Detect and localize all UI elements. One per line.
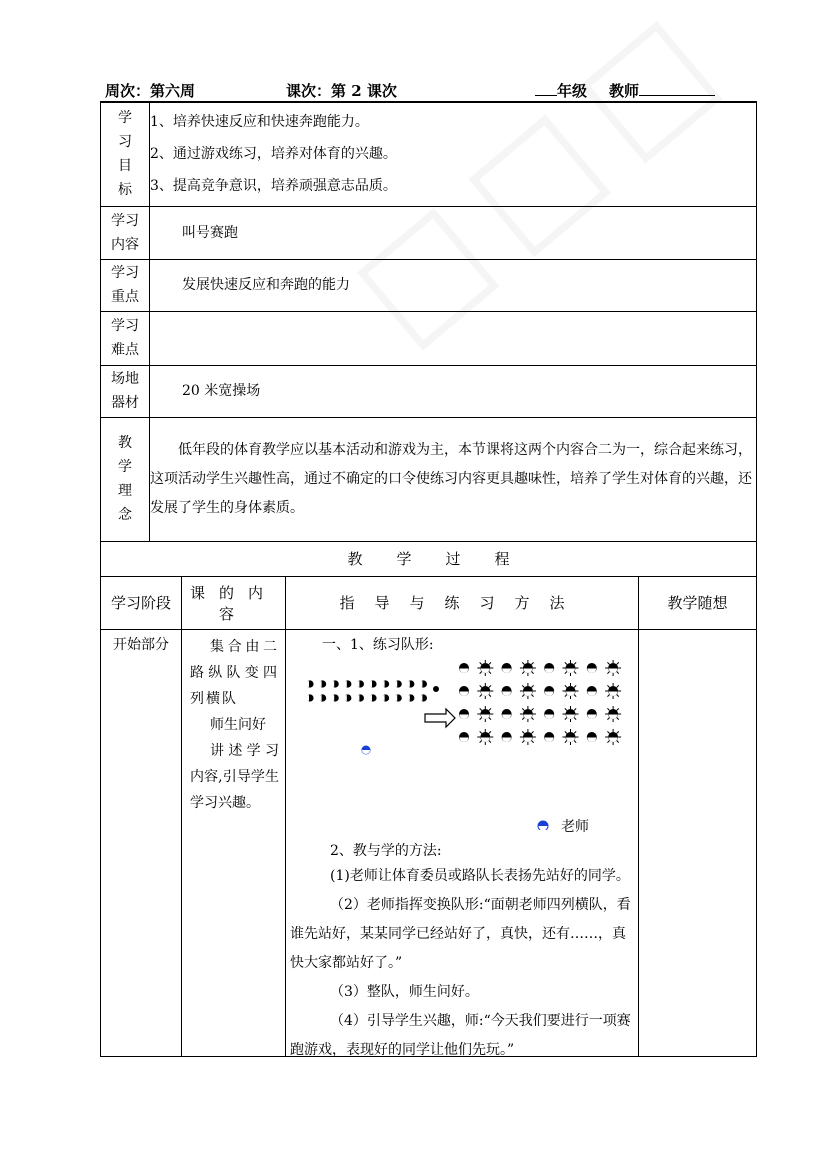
student-icon bbox=[520, 729, 536, 745]
method-cell bbox=[286, 629, 639, 1056]
student-icon bbox=[605, 683, 621, 699]
content-item-2: 师生问好 bbox=[210, 716, 266, 733]
arrow-icon bbox=[425, 709, 455, 727]
student-icon bbox=[520, 660, 536, 676]
student-icon bbox=[382, 680, 390, 687]
difficulty-label: 学习 难点 bbox=[101, 311, 150, 365]
student-icon bbox=[344, 680, 352, 687]
student-icon bbox=[477, 683, 493, 699]
student-icon bbox=[419, 694, 427, 701]
student-icon bbox=[520, 706, 536, 722]
step-4: （4）引导学生兴趣，师:“今天我们要进行一项赛跑游戏，表现好的同学让他们先玩。” bbox=[290, 1012, 631, 1058]
lesson-label: 课次：第 2 课次 bbox=[286, 82, 397, 100]
content-label: 学习 内容 bbox=[101, 206, 150, 259]
student-icon bbox=[319, 694, 327, 701]
student-icon bbox=[605, 660, 621, 676]
student-icon bbox=[605, 706, 621, 722]
difficulty-value bbox=[150, 311, 757, 365]
goals-label: 学 习 目 标 bbox=[101, 102, 150, 206]
student-icon bbox=[319, 680, 327, 687]
student-icon bbox=[394, 680, 402, 687]
student-icon bbox=[407, 680, 415, 687]
step-2: （2）老师指挥变换队形:“面朝老师四列横队，看谁先站好，某某同学已经站好了，真快，还有……，真快大家都站好了。” bbox=[290, 896, 631, 971]
student-icon bbox=[587, 709, 597, 719]
student-icon bbox=[459, 732, 469, 742]
student-icon bbox=[459, 709, 469, 719]
student-icon bbox=[563, 729, 579, 745]
student-icon bbox=[369, 680, 377, 687]
notes-cell bbox=[639, 629, 757, 1056]
teacher-dot-icon bbox=[362, 745, 371, 754]
student-icon bbox=[563, 660, 579, 676]
student-icon bbox=[356, 694, 364, 701]
student-icon bbox=[605, 729, 621, 745]
col-content: 课的内容 bbox=[182, 576, 286, 629]
goals-cell bbox=[150, 102, 757, 206]
content-value: 叫号赛跑 bbox=[150, 206, 757, 259]
venue-value: 20 米宽操场 bbox=[150, 365, 757, 417]
goal-1: 1、培养快速反应和快速奔跑能力。 bbox=[150, 114, 369, 131]
student-icon bbox=[502, 686, 512, 696]
student-icon bbox=[407, 694, 415, 701]
goal-3: 3、提高竞争意识，培养顽强意志品质。 bbox=[150, 178, 397, 195]
student-icon bbox=[419, 680, 427, 687]
two-column-formation bbox=[306, 680, 427, 701]
student-icon bbox=[563, 683, 579, 699]
philosophy-value: 低年段的体育教学应以基本活动和游戏为主，本节课将这两个内容合二为一，综合起来练习，这项活动学生兴趣性高，通过不确定的口令使练习内容更具趣味性，培养了学生对体育的兴趣，还发展了学生的身体素质。 bbox=[150, 417, 757, 541]
student-icon bbox=[477, 660, 493, 676]
student-icon bbox=[544, 663, 554, 673]
process-title: 教学过程 bbox=[101, 541, 757, 576]
student-icon bbox=[477, 729, 493, 745]
content-item-1: 集合由二路纵队变四列横队 bbox=[190, 638, 279, 707]
student-icon bbox=[306, 694, 314, 701]
philosophy-label: 教 学 理 念 bbox=[101, 417, 150, 541]
student-icon bbox=[394, 694, 402, 701]
student-icon bbox=[502, 663, 512, 673]
four-row-formation bbox=[459, 660, 621, 745]
teacher-label: 教师 bbox=[609, 80, 715, 101]
student-dot bbox=[433, 686, 439, 692]
grade-label: 年级 bbox=[535, 80, 587, 101]
focus-label: 学习 重点 bbox=[101, 259, 150, 311]
student-icon bbox=[587, 732, 597, 742]
method-steps bbox=[290, 862, 635, 1065]
teacher-legend-label: 老师 bbox=[561, 818, 589, 835]
header bbox=[103, 80, 755, 102]
student-icon bbox=[369, 694, 377, 701]
student-icon bbox=[563, 706, 579, 722]
content-item-3: 讲述学习内容,引导学生学习兴趣。 bbox=[190, 742, 279, 811]
method2-title: 2、教与学的方法: bbox=[330, 842, 442, 859]
lesson-plan-table bbox=[100, 101, 757, 1057]
col-notes: 教学随想 bbox=[639, 576, 757, 629]
student-icon bbox=[587, 686, 597, 696]
student-icon bbox=[520, 683, 536, 699]
student-icon bbox=[344, 694, 352, 701]
student-icon bbox=[477, 706, 493, 722]
goal-2: 2、通过游戏练习，培养对体育的兴趣。 bbox=[150, 146, 397, 163]
student-icon bbox=[544, 686, 554, 696]
student-icon bbox=[331, 694, 339, 701]
stage-start: 开始部分 bbox=[101, 629, 182, 1056]
step-3: （3）整队，师生问好。 bbox=[330, 983, 479, 1000]
col-method: 指导与练习方法 bbox=[286, 576, 639, 629]
method-title: 一、1、练习队形: bbox=[322, 636, 434, 653]
student-icon bbox=[459, 663, 469, 673]
student-icon bbox=[459, 686, 469, 696]
focus-value: 发展快速反应和奔跑的能力 bbox=[150, 259, 757, 311]
student-icon bbox=[382, 694, 390, 701]
venue-label: 场地 器材 bbox=[101, 365, 150, 417]
student-icon bbox=[502, 709, 512, 719]
col-stage: 学习阶段 bbox=[101, 576, 182, 629]
student-icon bbox=[356, 680, 364, 687]
step-1: (1)老师让体育委员或路队长表扬先站好的同学。 bbox=[330, 867, 630, 884]
formation-diagram bbox=[286, 630, 639, 830]
student-icon bbox=[502, 732, 512, 742]
student-icon bbox=[587, 663, 597, 673]
student-icon bbox=[306, 680, 314, 687]
student-icon bbox=[544, 732, 554, 742]
student-icon bbox=[331, 680, 339, 687]
teacher-legend-icon bbox=[538, 820, 549, 830]
week-label: 周次：第六周 bbox=[105, 82, 196, 100]
student-icon bbox=[544, 709, 554, 719]
lesson-content-cell bbox=[182, 629, 286, 1056]
